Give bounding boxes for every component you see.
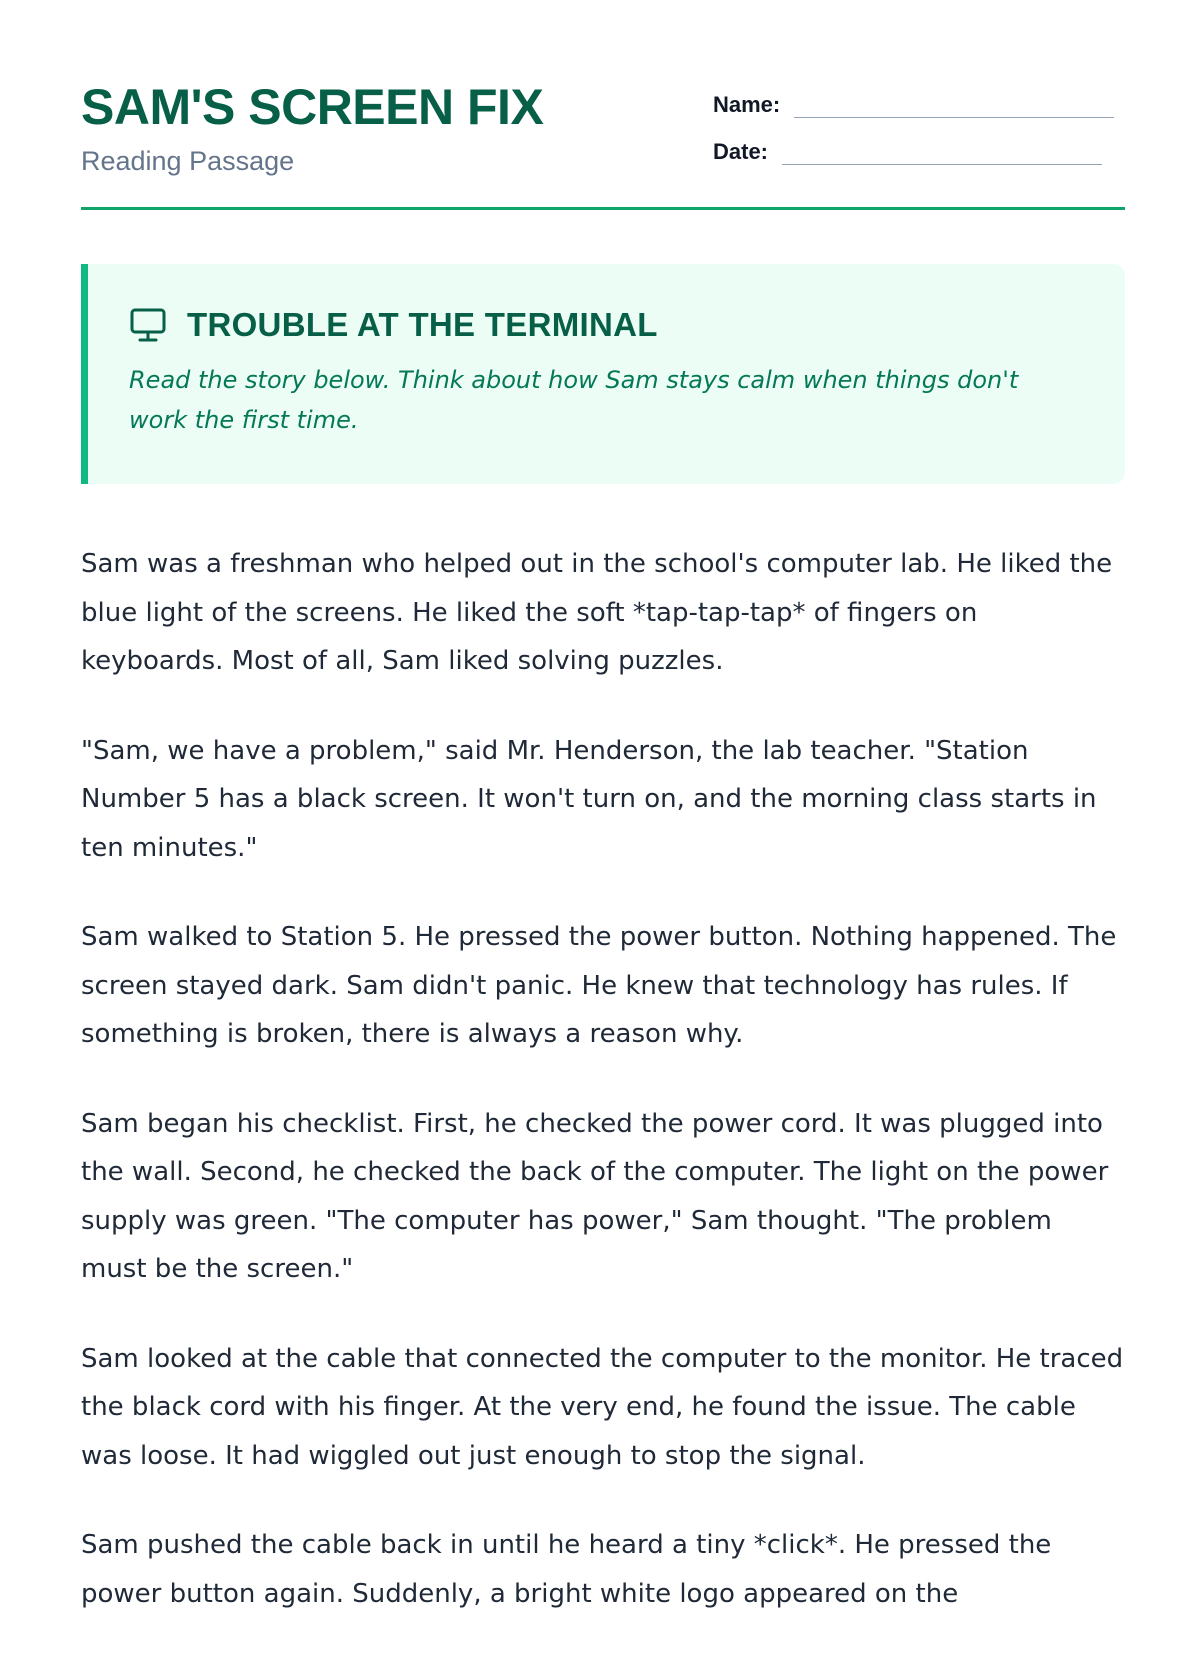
name-label: Name: xyxy=(713,92,781,117)
header-divider xyxy=(81,207,1125,210)
callout-instructions: Read the story below. Think about how Sam stays calm when things don't work the first time. xyxy=(129,366,1019,434)
worksheet-header xyxy=(81,0,1125,210)
instructions-callout xyxy=(81,264,1125,484)
date-blank-line[interactable] xyxy=(782,140,1102,165)
story-paragraph: Sam looked at the cable that connected the computer to the monitor. He traced the black cord with his finger. At the very end, he found the issue. The cable was loose. It had wiggled out just enough to stop the signal. xyxy=(81,1343,1124,1471)
page-subtitle: Reading Passage xyxy=(81,146,295,176)
story-paragraph: "Sam, we have a problem," said Mr. Henderson, the lab teacher. "Station Number 5 has a black screen. It won't turn on, and the morning class starts in ten minutes." xyxy=(81,735,1097,863)
page-title: SAM'S SCREEN FIX xyxy=(81,79,544,135)
story-paragraph: Sam was a freshman who helped out in the school's computer lab. He liked the blue light of the screens. He liked the soft *tap-tap-tap* of fingers on keyboards. Most of all, Sam liked solving puzzles. xyxy=(81,549,1113,676)
callout-title: TROUBLE AT THE TERMINAL xyxy=(187,306,658,343)
story-paragraph: Sam began his checklist. First, he checked the power cord. It was plugged into the wall. Second, he checked the back of the computer. The light on the power supply was green. "The computer has power," Sam thought. "The problem must be the screen." xyxy=(81,1108,1109,1284)
worksheet-page xyxy=(81,0,1125,1609)
story-paragraph: Sam pushed the cable back in until he heard a tiny *click*. He pressed the power button again. Suddenly, a bright white logo appeared on the xyxy=(81,1530,1052,1609)
name-field xyxy=(713,92,1114,118)
story-body xyxy=(81,540,1125,1659)
date-label: Date: xyxy=(713,139,769,164)
callout-header xyxy=(129,306,1077,344)
story-paragraph: Sam walked to Station 5. He pressed the power button. Nothing happened. The screen stayed dark. Sam didn't panic. He knew that technology has rules. If something is broken, there is always a reason why. xyxy=(81,922,1117,1049)
name-blank-line[interactable] xyxy=(794,93,1114,118)
monitor-icon xyxy=(129,307,167,343)
date-field xyxy=(713,139,1102,165)
